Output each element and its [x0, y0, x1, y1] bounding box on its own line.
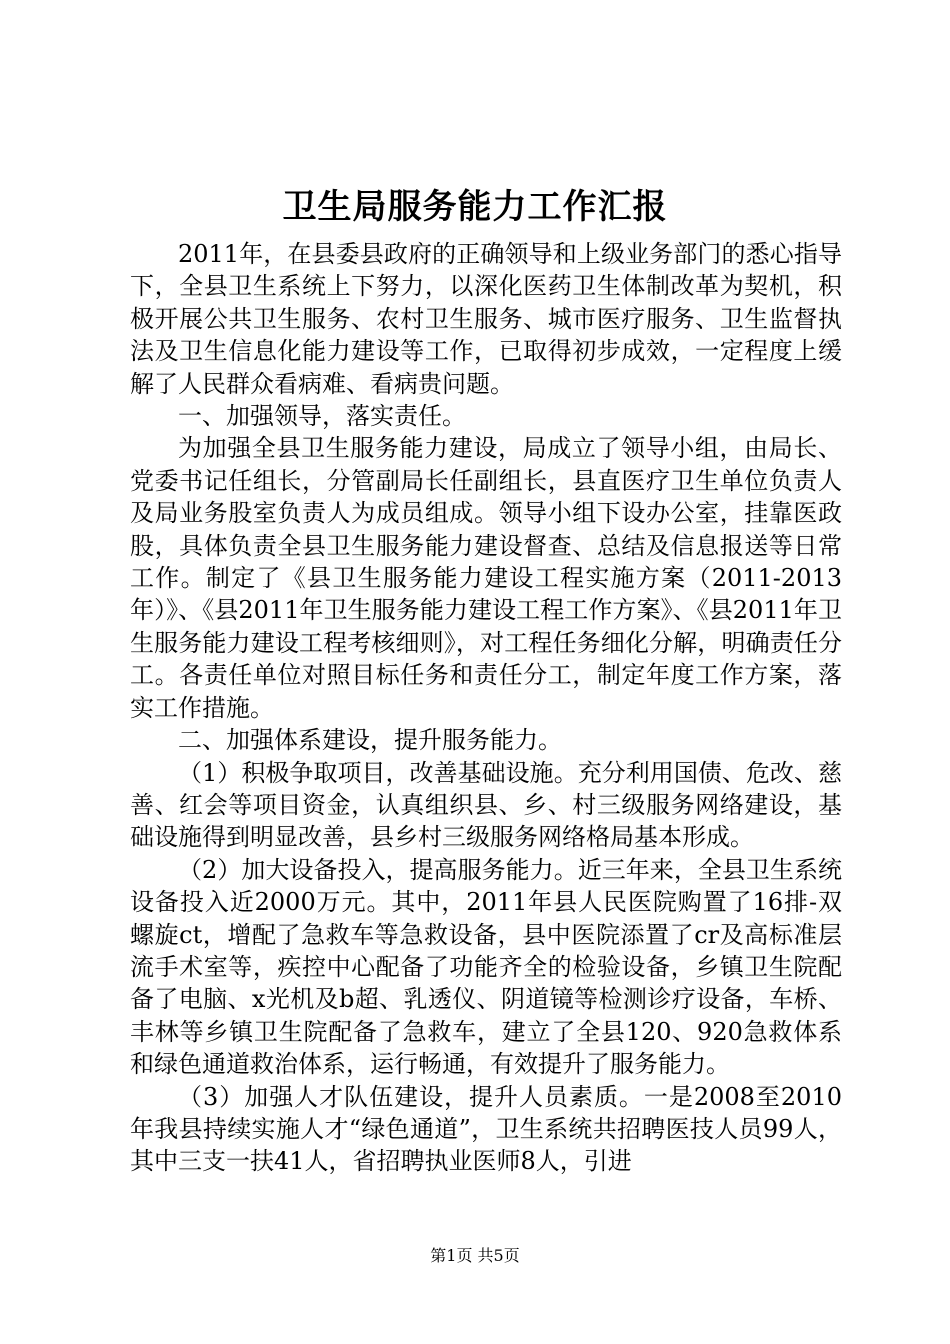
document-title: 卫生局服务能力工作汇报 [282, 187, 668, 227]
paragraph-projects: （1）积极争取项目，改善基础设施。充分利用国债、危改、慈善、红会等项目资金，认真组织县、乡、村三级服务网络建设，基础设施得到明显改善，县乡村三级服务网络格局基本形成。 [130, 758, 842, 852]
document-body [130, 238, 842, 1178]
section-heading-2: 二、加强体系建设，提升服务能力。 [178, 726, 562, 755]
page-number-footer: 第1页 共5页 [430, 1246, 520, 1265]
paragraph-leadership: 为加强全县卫生服务能力建设，局成立了领导小组，由局长、党委书记任组长，分管副局长任副组长，县直医疗卫生单位负责人及局业务股室负责人为成员组成。领导小组下设办公室，挂靠医政股，具体负责全县卫生服务能力建设督查、总结及信息报送等日常工作。制定了《县卫生服务能力建设工程实施方案（2011-2013年）》、《县2011年卫生服务能力建设工程工作方案》、《县2011年卫生服务能力建设工程考核细则》，对工程任务细化分解，明确责任分工。各责任单位对照目标任务和责任分工，制定年度工作方案，落实工作措施。 [130, 434, 842, 722]
paragraph-talent: （3）加强人才队伍建设，提升人员素质。一是2008至2010年我县持续实施人才“绿色通道”，卫生系统共招聘医技人员99人，其中三支一扶41人，省招聘执业医师8人，引进 [130, 1082, 842, 1176]
section-heading-1: 一、加强领导，落实责任。 [178, 402, 466, 431]
paragraph-intro: 2011年，在县委县政府的正确领导和上级业务部门的悉心指导下，全县卫生系统上下努力，以深化医药卫生体制改革为契机，积极开展公共卫生服务、农村卫生服务、城市医疗服务、卫生监督执法及卫生信息化能力建设等工作，已取得初步成效，一定程度上缓解了人民群众看病难、看病贵问题。 [130, 240, 842, 398]
paragraph-equipment: （2）加大设备投入，提高服务能力。近三年来，全县卫生系统设备投入近2000万元。其中，2011年县人民医院购置了16排-双螺旋ct，增配了急救车等急救设备，县中医院添置了cr及高标准层流手术室等，疾控中心配备了功能齐全的检验设备，乡镇卫生院配备了电脑、x光机及b超、乳透仪、阴道镜等检测诊疗设备，车桥、丰林等乡镇卫生院配备了急救车，建立了全县120、920急救体系和绿色通道救治体系，运行畅通，有效提升了服务能力。 [130, 855, 842, 1079]
